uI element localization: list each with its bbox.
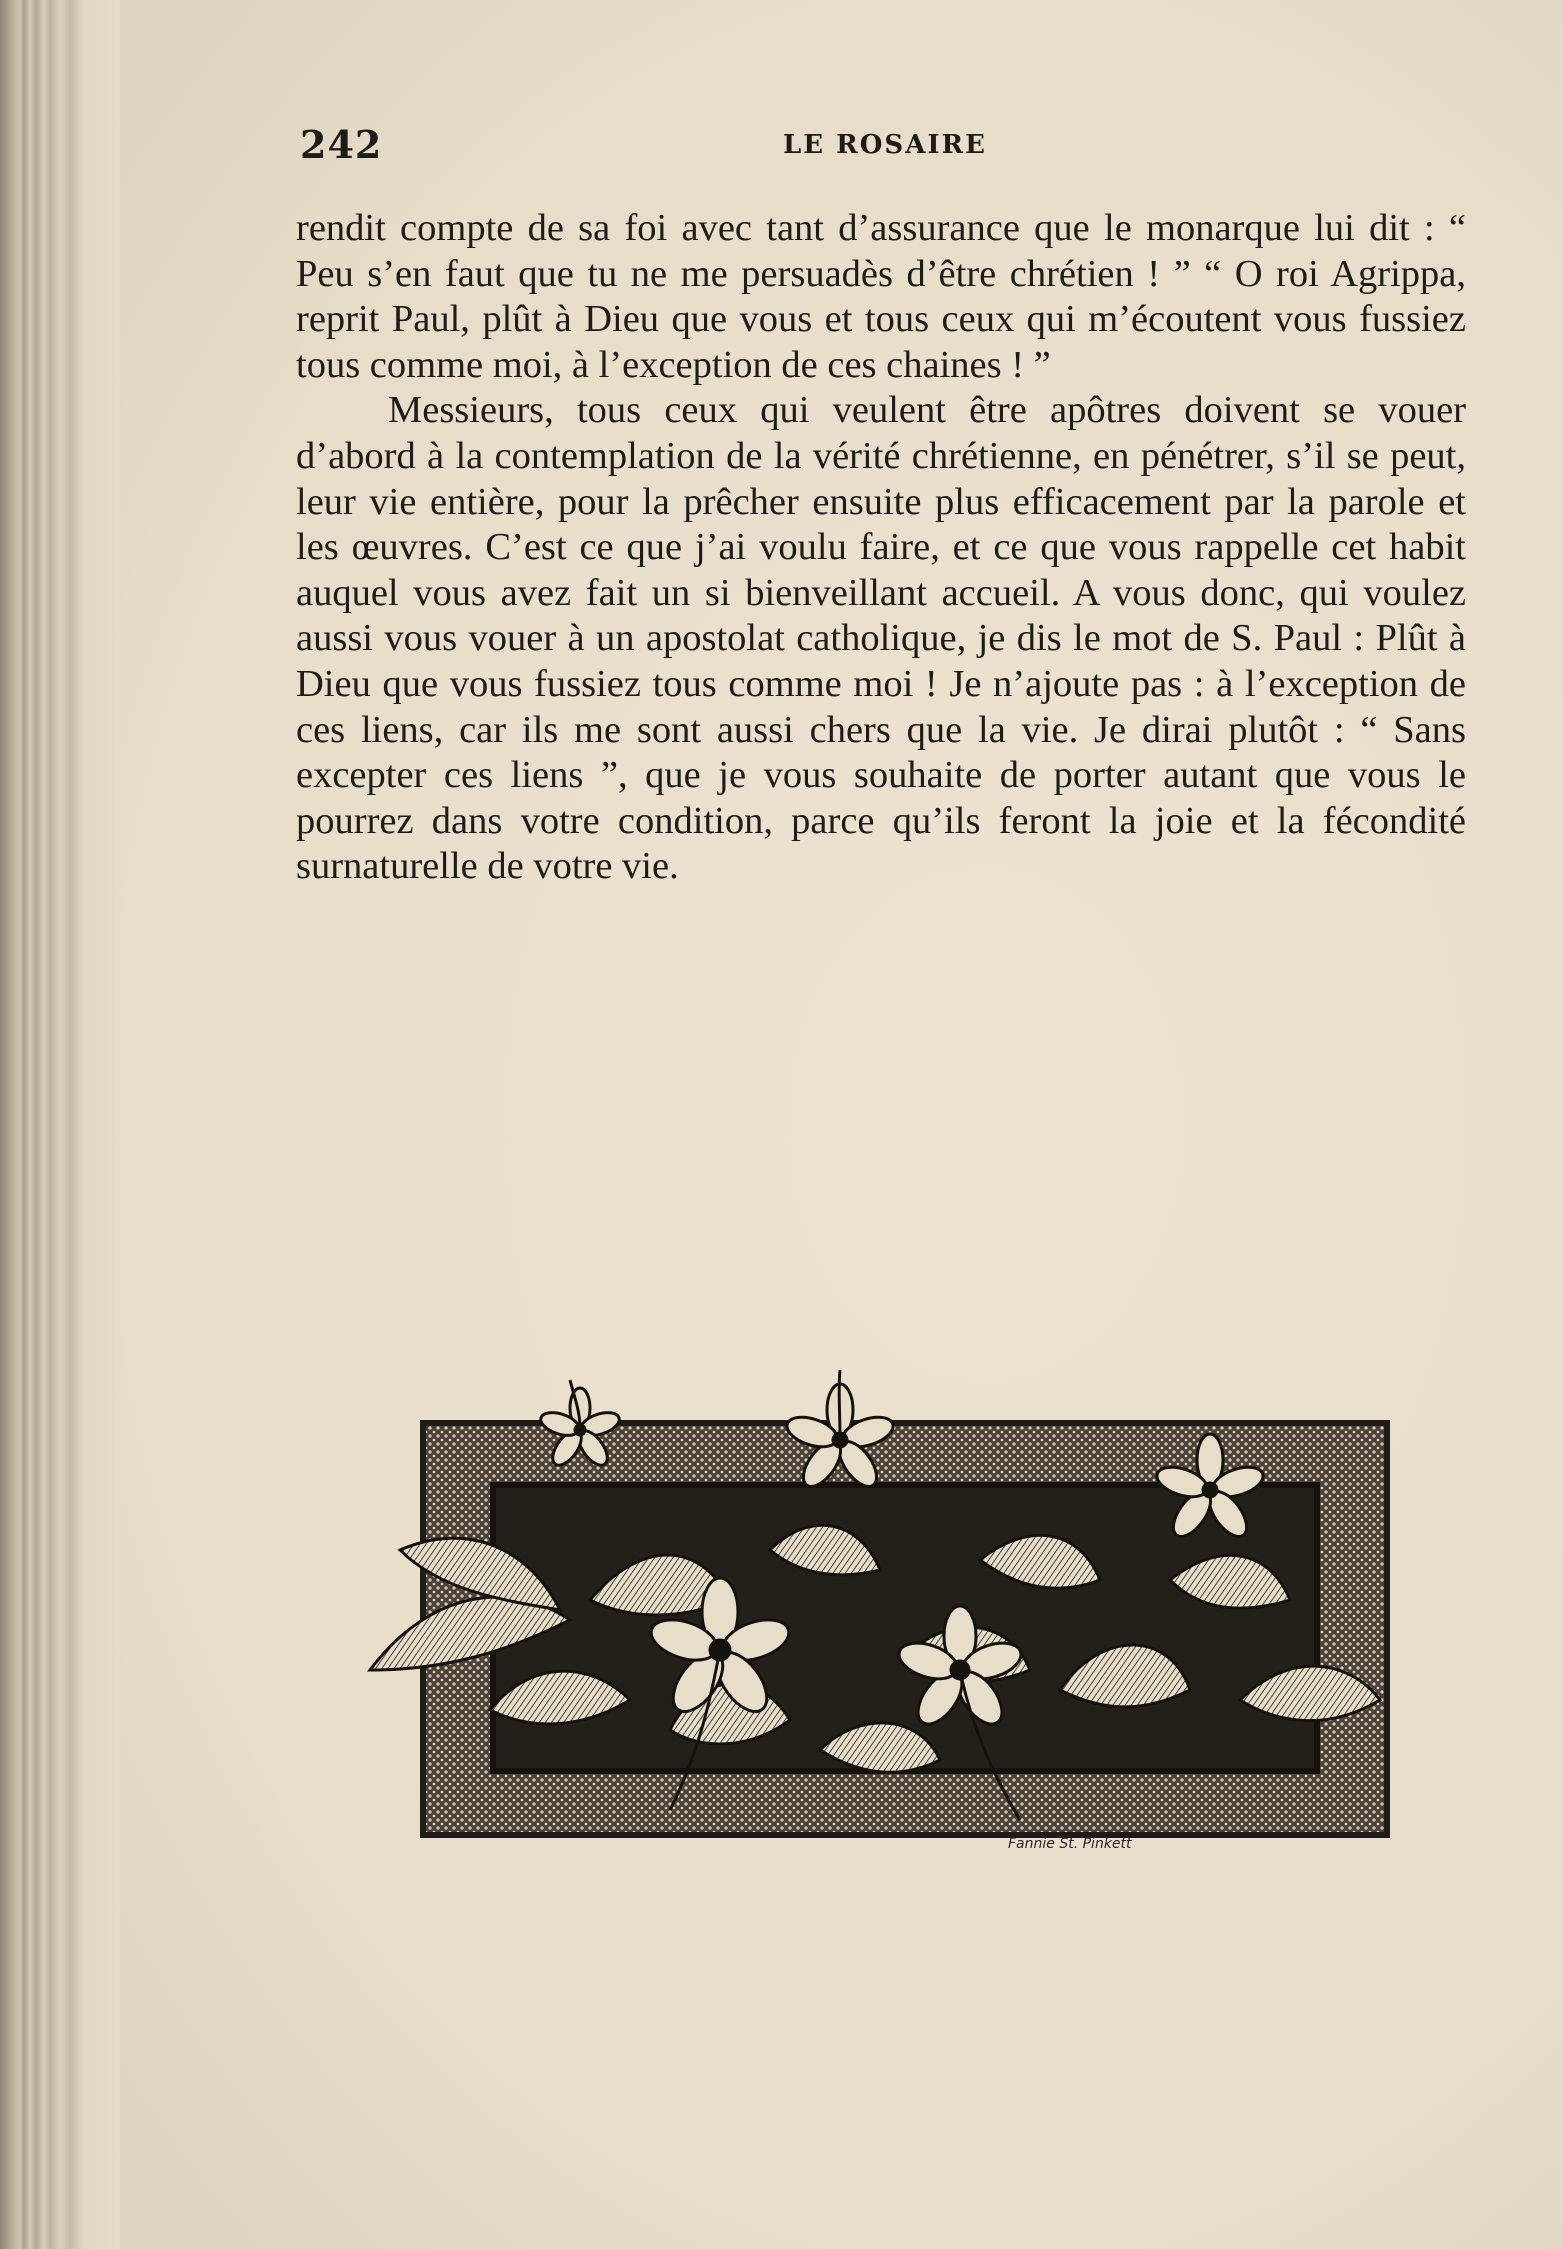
paragraph-1: rendit compte de sa foi avec tant d’assurance que le monarque lui dit : “ Peu s’en faut que tu ne me persuadès d’être chrétien ! ” “ O roi Agrippa, reprit Paul, plût à Dieu que vous et tous ceux qui m’écoutent vous fussiez tous comme moi, à l’exception de ces chaines ! ” [296, 207, 1466, 386]
illustrator-signature: Fannie St. Pinkett [1008, 1836, 1132, 1852]
page-header [300, 122, 1470, 172]
page-edges [0, 0, 120, 2249]
body-text [296, 206, 1466, 890]
running-title: LE ROSAIRE [783, 130, 987, 160]
floral-vignette-icon [340, 1370, 1410, 1870]
paragraph-2: Messieurs, tous ceux qui veulent être apôtres doivent se vouer d’abord à la contemplation de la vérité chrétienne, en pénétrer, s’il se peut, leur vie entière, pour la prêcher ensuite plus efficacement par la parole et les œuvres. C’est ce que j’ai voulu faire, et ce que vous rappelle cet habit auquel vous avez fait un si bienveillant accueil. A vous donc, qui voulez aussi vous vouer à un apostolat catholique, je dis le mot de S. Paul : Plût à Dieu que vous fussiez tous comme moi ! Je n’ajoute pas : à l’exception de ces liens, car ils me sont aussi chers que la vie. Je dirai plutôt : “ Sans excepter ces liens ”, que je vous souhaite de porter autant que vous le pourrez dans votre condition, parce qu’ils feront la joie et la fécondité surnaturelle de votre vie. [296, 389, 1466, 888]
page-number: 242 [300, 122, 383, 167]
